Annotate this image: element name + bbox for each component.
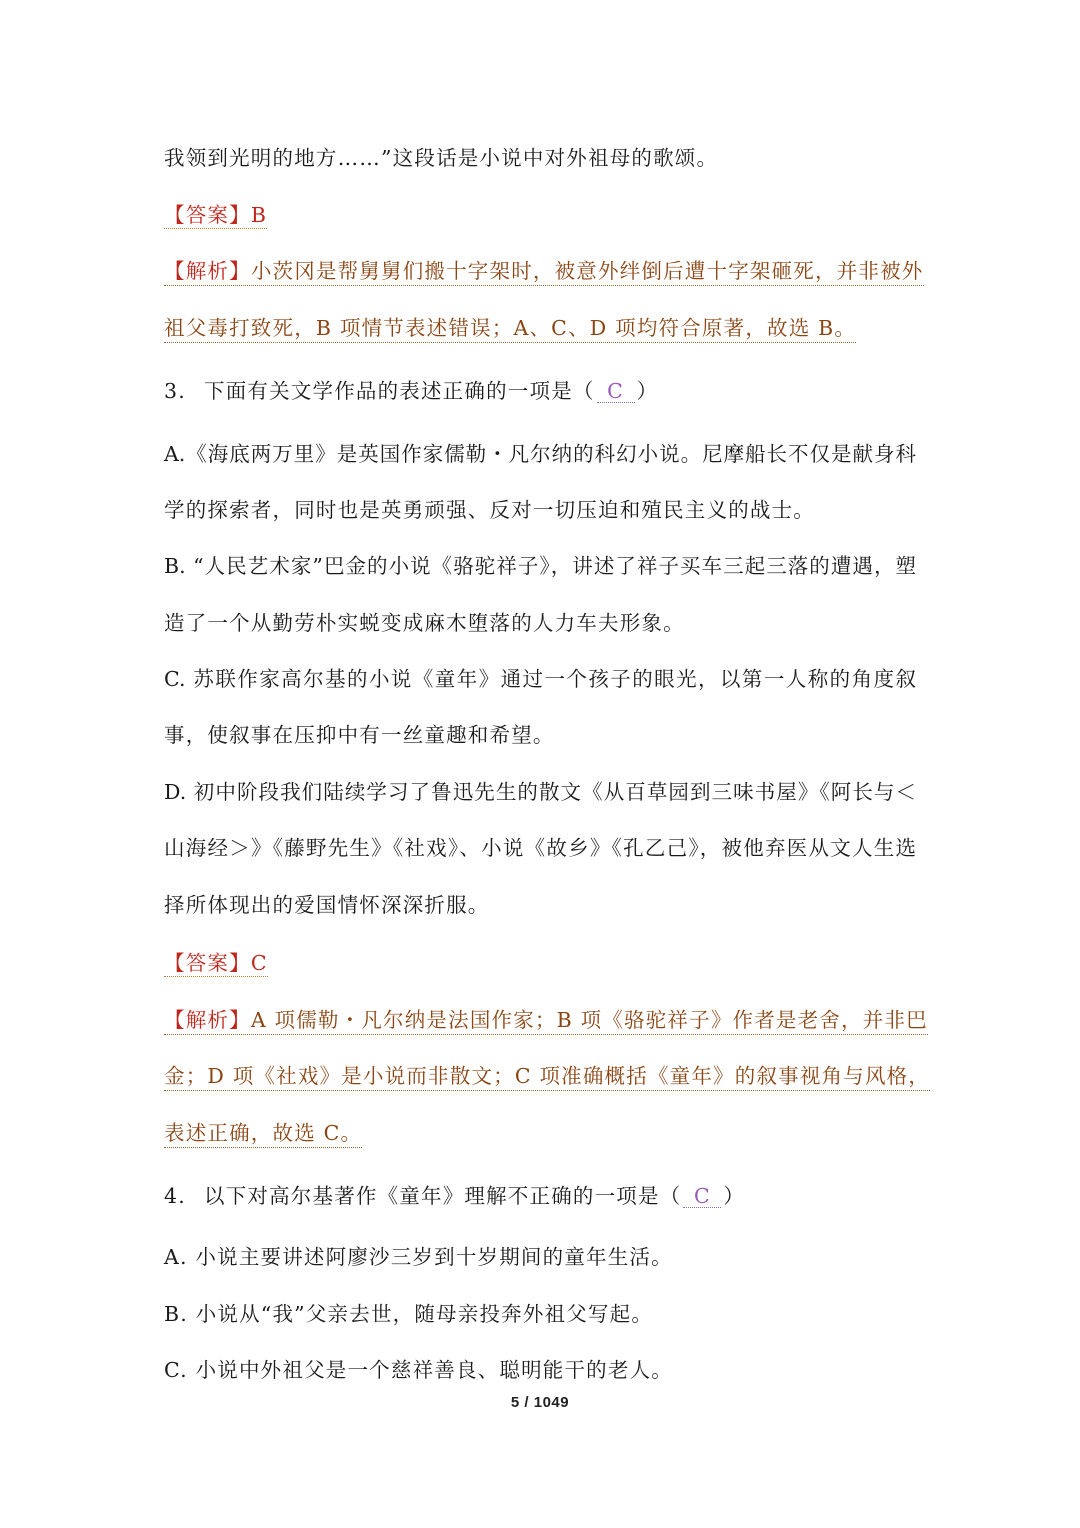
q2-analysis-line-1-underline [164,259,924,286]
q3-option-c-line-2: 事，使叙事在压抑中有一丝童趣和希望。 [164,723,555,747]
q3-analysis-line-1-underline [164,1008,928,1035]
q3-analysis-text-3: 表述正确，故选 C。 [164,1121,362,1148]
q3-option-b-line-1: B. “人民艺术家”巴金的小说《骆驼祥子》，讲述了祥子买车三起三落的遭遇，塑 [164,554,916,578]
q2-analysis-label: 【解析】 [164,259,251,283]
q3-answer-label: 【答案】 [164,951,251,975]
q2-answer [164,200,267,230]
q3-analysis-label: 【解析】 [164,1008,251,1032]
q3-answer-value: C [250,951,268,975]
q3-option-d-line-2: 山海经＞》《藤野先生》《社戏》、小说《故乡》《孔乙己》，被他弃医从文人生选 [164,836,916,860]
q3-answer-mark [164,951,268,977]
page-number: 5 / 1049 [510,1394,570,1411]
q3-analysis-line-1 [164,1005,928,1035]
q2-analysis-line-2 [164,313,856,343]
q2-analysis-text-1: 小茨冈是帮舅舅们搬十字架时，被意外绊倒后遭十字架砸死，并非被外 [250,259,924,283]
q3-number: 3. [164,379,186,403]
q3-option-a-line-2: 学的探索者，同时也是英勇顽强、反对一切压迫和殖民主义的战士。 [164,498,815,522]
q3-stem-after: ） [636,379,659,403]
q3-choice-answer: C [597,380,635,403]
q4-stem-after: ） [723,1184,746,1208]
q3-answer [164,948,268,978]
q3-stem [164,376,658,406]
q4-stem [164,1181,745,1211]
intro-tail-line: 我领到光明的地方……”这段话是小说中对外祖母的歌颂。 [164,146,719,170]
q3-analysis-line-3 [164,1118,362,1148]
q3-option-d-line-1: D. 初中阶段我们陆续学习了鲁迅先生的散文《从百草园到三味书屋》《阿长与＜ [164,780,916,804]
q3-stem-before: 下面有关文学作品的表述正确的一项是（ [204,379,595,403]
q3-analysis-text-2: 金；D 项《社戏》是小说而非散文；C 项准确概括《童年》的叙事视角与风格， [164,1064,930,1091]
q3-option-a-line-1: A.《海底两万里》是英国作家儒勒・凡尔纳的科幻小说。尼摩船长不仅是献身科 [164,442,916,466]
q2-answer-value: B [250,203,268,227]
q4-stem-before: 以下对高尔基著作《童年》理解不正确的一项是（ [204,1184,682,1208]
q3-analysis-line-2 [164,1061,930,1091]
q4-option-a: A. 小说主要讲述阿廖沙三岁到十岁期间的童年生活。 [164,1245,673,1269]
q4-option-c: C. 小说中外祖父是一个慈祥善良、聪明能干的老人。 [164,1358,673,1382]
q2-analysis-text-2: 祖父毒打致死，B 项情节表述错误；A、C、D 项均符合原著，故选 B。 [164,316,856,343]
q4-number: 4. [164,1184,186,1208]
q4-option-b: B. 小说从“我”父亲去世，随母亲投奔外祖父写起。 [164,1302,654,1326]
q2-answer-mark [164,203,267,229]
q3-option-c-line-1: C. 苏联作家高尔基的小说《童年》通过一个孩子的眼光，以第一人称的角度叙 [164,667,916,691]
q2-answer-label: 【答案】 [164,203,251,227]
q4-choice-answer: C [683,1185,721,1208]
q2-analysis-line-1 [164,256,924,286]
q3-analysis-text-1: A 项儒勒・凡尔纳是法国作家；B 项《骆驼祥子》作者是老舍，并非巴 [250,1008,928,1032]
q3-option-b-line-2: 造了一个从勤劳朴实蜕变成麻木堕落的人力车夫形象。 [164,611,685,635]
q3-option-d-line-3: 择所体现出的爱国情怀深深折服。 [164,893,490,917]
